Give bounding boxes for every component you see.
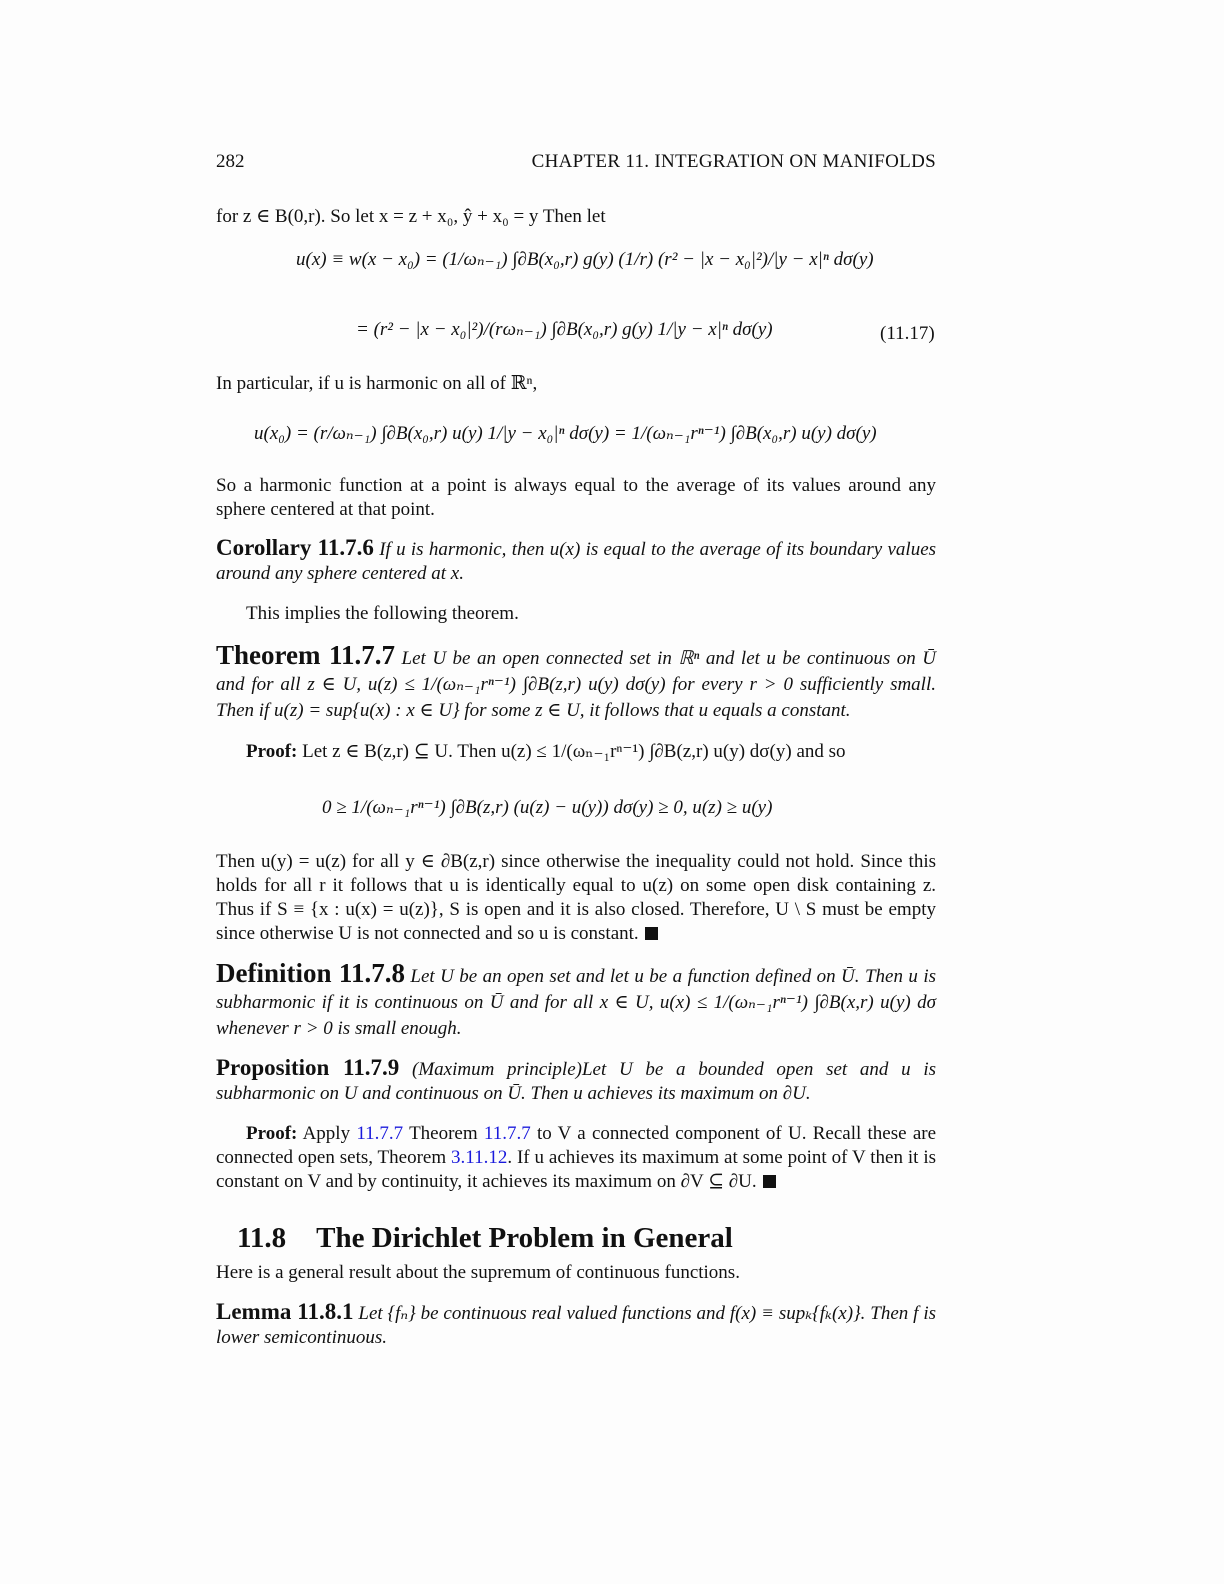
definition-body: Let U be an open set and let u be a function defined on Ū. Then u is subharmonic if it is continuous on Ū and for all x ∈ U, u(x) ≤ 1/(ωₙ₋₁rⁿ⁻¹) ∫∂B(x,r) u(y) dσ whenever r > 0 is small enough. [216, 966, 937, 1039]
lemma-heading: Lemma 11.8.1 [216, 1299, 354, 1324]
lemma-body: Let {fₙ} be continuous real valued functions and f(x) ≡ supₖ{fₖ(x)}. Then f is lower semicontinuous. [216, 1303, 937, 1348]
lemma-11-8-1 [216, 1300, 936, 1350]
proof-text-2: Theorem [409, 1123, 478, 1144]
reference-link-3-11-12[interactable]: 3.11.12 [451, 1147, 508, 1168]
proof-proposition-11-7-9 [216, 1122, 936, 1194]
proof-text-4: . If u achieves its maximum at some point of V then it is constant on V and by continuity, it achieves its maximum on ∂V ⊆ ∂U. [216, 1147, 936, 1192]
implies-paragraph: This implies the following theorem. [246, 603, 519, 624]
reference-link-11-7-7-theorem[interactable]: 11.7.7 [483, 1123, 531, 1144]
proof-text-1: Apply [302, 1123, 351, 1144]
qed-icon [645, 927, 658, 940]
section-title: The Dirichlet Problem in General [316, 1222, 733, 1254]
proof-text: Let z ∈ B(z,r) ⊆ U. Then u(z) ≤ 1/(ωₙ₋₁rⁿ⁻¹) ∫∂B(z,r) u(y) dσ(y) and so [302, 741, 846, 762]
reference-link-11-7-7[interactable]: 11.7.7 [356, 1123, 404, 1144]
proposition-11-7-9 [216, 1056, 936, 1106]
intro-paragraph: for z ∈ B(0,r). So let x = z + x₀, ŷ + x₀ = y Then let [216, 206, 606, 227]
proof-text-3: to V a connected component of U. Recall these are connected open sets, Theorem [216, 1123, 937, 1168]
section-heading-11-8 [237, 1222, 733, 1254]
identical-text: Then u(y) = u(z) for all y ∈ ∂B(z,r) since otherwise the inequality could not hold. Since this holds for all r it follows that u is identically equal to u(z) on some open disk containing z. Thus if S ≡ {x : u(x) = u(z)}, S is open and it is also closed. Therefore, U \ S must be empty since otherwise U is not connected and so u is constant. [216, 851, 936, 944]
general-result-paragraph: Here is a general result about the supremum of continuous functions. [216, 1262, 740, 1283]
theorem-body: Let U be an open connected set in ℝⁿ and let u be continuous on Ū and for all z ∈ U, u(z) ≤ 1/(ωₙ₋₁rⁿ⁻¹) ∫∂B(z,r) u(y) dσ(y) for every r > 0 sufficiently small. Then if u(z) = sup{u(x) : x ∈ U} for some z ∈ U, it follows that u equals a constant. [216, 648, 937, 721]
page-number: 282 [216, 151, 245, 172]
section-number: 11.8 [237, 1222, 287, 1254]
equation-11-17-line-2: = (r² − |x − x₀|²)/(rωₙ₋₁) ∫∂B(x₀,r) g(y) 1/|y − x|ⁿ dσ(y) [356, 319, 773, 340]
proposition-heading: Proposition 11.7.9 [216, 1055, 400, 1080]
inequality-equation: 0 ≥ 1/(ωₙ₋₁rⁿ⁻¹) ∫∂B(z,r) (u(z) − u(y)) dσ(y) ≥ 0, u(z) ≥ u(y) [322, 797, 773, 818]
definition-heading: Definition 11.7.8 [216, 958, 405, 988]
qed-icon [763, 1175, 776, 1188]
identical-paragraph [216, 850, 936, 946]
corollary-11-7-6 [216, 536, 936, 586]
equation-number: (11.17) [880, 323, 935, 344]
corollary-body: If u is harmonic, then u(x) is equal to the average of its boundary values around any sphere centered at x. [216, 539, 937, 584]
definition-11-7-8 [216, 960, 936, 1042]
proof-theorem-11-7-7 [216, 740, 936, 764]
equation-11-17-line-1: u(x) ≡ w(x − x₀) = (1/ωₙ₋₁) ∫∂B(x₀,r) g(y) (1/r) (r² − |x − x₀|²)/|y − x|ⁿ dσ(y) [296, 249, 874, 270]
proof-label: Proof: [246, 1123, 298, 1144]
corollary-heading: Corollary 11.7.6 [216, 535, 374, 560]
mean-value-equation: u(x₀) = (r/ωₙ₋₁) ∫∂B(x₀,r) u(y) 1/|y − x₀|ⁿ dσ(y) = 1/(ωₙ₋₁rⁿ⁻¹) ∫∂B(x₀,r) u(y) dσ(y) [254, 423, 877, 444]
harmonic-paragraph: In particular, if u is harmonic on all of ℝⁿ, [216, 373, 538, 394]
proposition-body: (Maximum principle)Let U be a bounded open set and u is subharmonic on U and continuous on Ū. Then u achieves its maximum on ∂U. [216, 1059, 937, 1104]
running-header: CHAPTER 11. INTEGRATION ON MANIFOLDS [531, 151, 936, 172]
theorem-11-7-7 [216, 642, 936, 724]
average-paragraph: So a harmonic function at a point is always equal to the average of its values around any sphere centered at that point. [216, 475, 936, 520]
theorem-heading: Theorem 11.7.7 [216, 640, 396, 670]
proof-label: Proof: [246, 741, 298, 762]
